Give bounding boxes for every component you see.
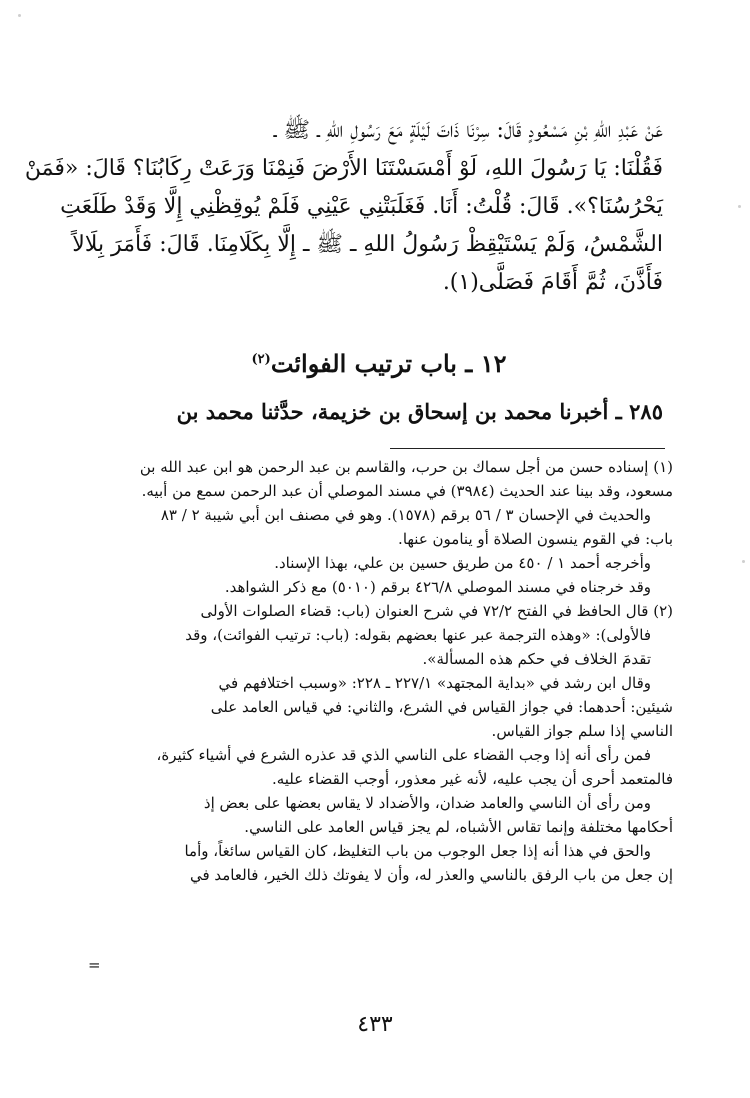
footnote-line: وأخرجه أحمد ١ / ٤٥٠ من طريق حسين بن علي، بهذا الإسناد. — [274, 554, 651, 572]
text-line: الشَّمْسُ، وَلَمْ يَسْتَيْقِظْ رَسُولُ اللهِ ـ ﷺ ـ إِلَّا بِكَلَامِنَا. قَالَ: فَأَمَرَ بِلَالاً — [72, 232, 663, 257]
text-line: يَحْرُسُنَا؟». قَالَ: قُلْتُ: أَنَا. فَغَلَبَتْنِي عَيْنِي فَلَمْ يُوقِظْنِي إِلَّا وَقَدْ طَلَعَتِ — [60, 194, 663, 219]
footnote-line: فالمتعمد أحرى أن يجب عليه، لأنه غير معذور، أوجب القضاء عليه. — [271, 770, 673, 788]
footnote-line: ومن رأى أن الناسي والعامد ضدان، والأضداد لا يقاس بعضها على بعض إذ — [203, 794, 651, 812]
footnote-line: وقال ابن رشد في «بداية المجتهد» ٢٢٧/١ ـ ٢٢٨: «وسبب اختلافهم في — [218, 674, 651, 692]
text-line: فَأَذَّنَ، ثُمَّ أَقَامَ فَصَلَّى(١). — [442, 270, 663, 295]
footnote-line: تقدمَ الخلاف في حكم هذه المسألة». — [422, 650, 651, 668]
footnote-separator — [390, 448, 665, 449]
footnotes — [88, 456, 673, 888]
footnote-line: أحكامها مختلفة وإنما تقاس الأشباه، لم يجز قياس العامد على الناسي. — [244, 818, 673, 836]
footnote-line: والحق في هذا أنه إذا جعل الوجوب من باب التغليظ، كان القياس سائغاً، وأما — [184, 842, 651, 860]
page-number: ٤٣٣ — [357, 1012, 393, 1037]
chapter-footnote-ref: (٢) — [251, 352, 271, 367]
footnote-line: وقد خرجناه في مسند الموصلي ٤٢٦/٨ برقم (٥٠١٠) مع ذكر الشواهد. — [224, 578, 651, 596]
footnote-line: الناسي إذا سلم جواز القياس. — [491, 722, 673, 740]
footnote-line: إن جعل من باب الرفق بالناسي والعذر له، وأن لا يفوتك ذلك الخير، فالعامد في — [189, 866, 673, 884]
next-hadith-line: ٢٨٥ ـ أخبرنا محمد بن إسحاق بن خزيمة، حدَّثنا محمد بن — [176, 399, 663, 424]
hadith-text — [24, 112, 663, 302]
footnote-line: باب: في القوم ينسون الصلاة أو ينامون عنها. — [398, 530, 673, 548]
continuation-mark: = — [88, 956, 101, 974]
footnote-line: فالأولى): «وهذه الترجمة عبر عنها بعضهم بقوله: (باب: ترتيب الفوائت)، وقد — [185, 626, 651, 644]
footnote-line: فمن رأى أنه إذا وجب القضاء على الناسي الذي قد عذره الشرع في أشياء كثيرة، — [156, 746, 651, 764]
chapter-heading — [95, 343, 663, 381]
footnote-line: شيئين: أحدهما: في جواز القياس في الشرع، والثاني: في قياس العامد على — [210, 698, 673, 716]
footnote-line: (٢) قال الحافظ في الفتح ٧٢/٢ في شرح العنوان (باب: قضاء الصلوات الأولى — [200, 602, 673, 620]
scan-speck — [18, 14, 21, 17]
footnote-line: مسعود، وقد بينا عند الحديث (٣٩٨٤) في مسند الموصلي أن عبد الرحمن سمع من أبيه. — [141, 482, 673, 500]
chapter-title: ١٢ ـ باب ترتيب الفوائت — [270, 349, 507, 378]
scan-speck — [738, 205, 741, 208]
text-line: فَقُلْنَا: يَا رَسُولَ اللهِ، لَوْ أَمْسَسْتَنَا الأَرْضَ فَنِمْنَا وَرَعَتْ رِكَابُنَا؟ قَالَ: «فَمَنْ — [24, 156, 663, 181]
footnote-line: (١) إسناده حسن من أجل سماك بن حرب، والقاسم بن عبد الرحمن هو ابن عبد الله بن — [139, 458, 673, 476]
scan-speck — [742, 560, 745, 563]
text-line: عَنْ عَبْدِ اللهِ بْنِ مَسْعُودٍ قَالَ: سِرْنَا ذَاتَ لَيْلَةٍ مَعَ رَسُولِ اللهِ ـ ﷺ ـ — [273, 118, 663, 143]
footnote-line: والحديث في الإحسان ٣ / ٥٦ برقم (١٥٧٨). وهو في مصنف ابن أبي شيبة ٢ / ٨٣ — [160, 506, 651, 524]
